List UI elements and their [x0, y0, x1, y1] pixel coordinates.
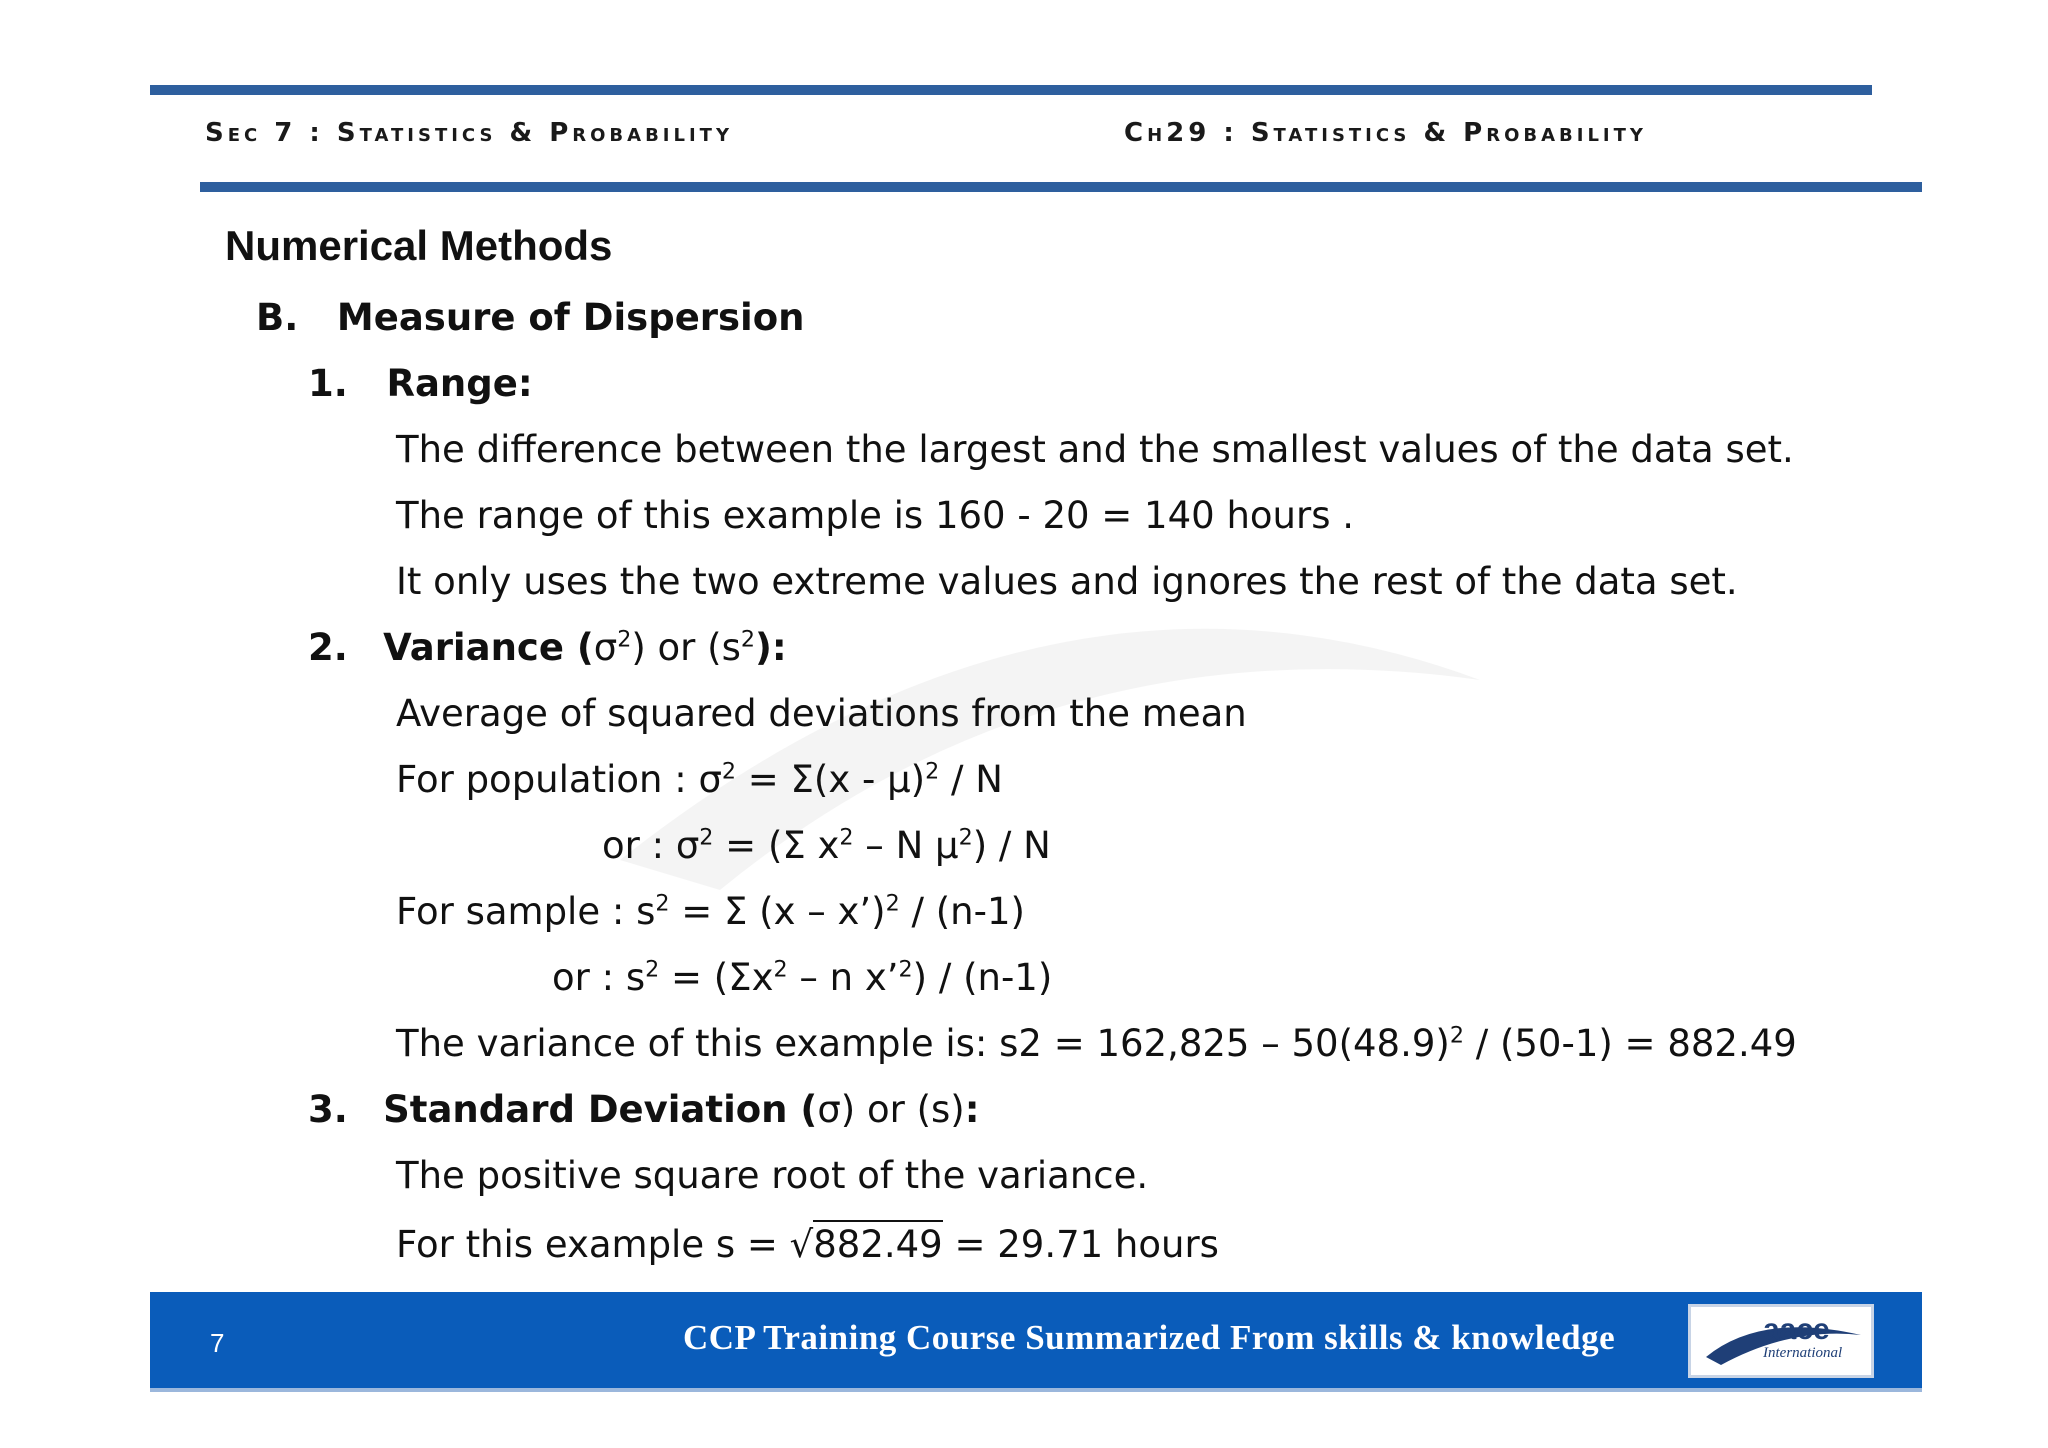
- range-number: 1.: [308, 362, 348, 405]
- variance-heading: [308, 626, 787, 669]
- header-chapter-label: Ch29 : Statistics & Probability: [1124, 118, 1647, 148]
- superscript: 2: [839, 824, 854, 851]
- formula-part: or : σ: [602, 824, 700, 867]
- formula-part: For sample : s: [396, 890, 656, 933]
- formula-part: – n x’: [787, 956, 899, 999]
- range-line-2: The range of this example is 160 - 20 = 140 hours .: [396, 494, 1354, 537]
- stddev-number: 3.: [308, 1088, 348, 1131]
- s-symbol: s: [721, 626, 741, 669]
- sigma-symbol: σ: [593, 626, 618, 669]
- range-line-1: The difference between the largest and the smallest values of the data set.: [396, 428, 1794, 471]
- formula-part: / N: [939, 758, 1003, 801]
- section-heading: [256, 296, 805, 339]
- footer-text: CCP Training Course Summarized From skills & knowledge: [683, 1318, 1616, 1357]
- formula-part: = Σ (x – x’): [669, 890, 886, 933]
- variance-example: [396, 1022, 1797, 1065]
- section-label: Measure of Dispersion: [336, 296, 805, 339]
- range-title: Range:: [386, 362, 533, 405]
- formula-part: ) / (n-1): [912, 956, 1053, 999]
- logo-sub-text: International: [1763, 1345, 1843, 1361]
- superscript: 2: [740, 626, 755, 653]
- sample-formula: [396, 890, 1025, 933]
- superscript: 2: [885, 890, 900, 917]
- variance-mid: ) or (: [631, 626, 722, 669]
- formula-part: ) / N: [972, 824, 1051, 867]
- superscript: 2: [699, 824, 714, 851]
- sample-formula-alt: [552, 956, 1052, 999]
- header-bottom-rule: [200, 182, 1922, 192]
- range-heading: [308, 362, 533, 405]
- formula-part: = (Σ x: [713, 824, 840, 867]
- aace-logo: [1688, 1304, 1874, 1378]
- variance-definition: Average of squared deviations from the mean: [396, 692, 1247, 735]
- formula-part: / (50-1) = 882.49: [1463, 1022, 1797, 1065]
- superscript: 2: [898, 956, 913, 983]
- sqrt-radicand: 882.49: [813, 1220, 942, 1266]
- formula-part: For this example s = √: [396, 1223, 814, 1266]
- sigma-symbol: σ: [817, 1088, 841, 1131]
- variance-title: Variance (: [383, 626, 594, 669]
- page-number: 7: [210, 1328, 225, 1358]
- formula-part: The variance of this example is: s2 = 162,825 – 50(48.9): [396, 1022, 1450, 1065]
- header-section-label: Sec 7 : Statistics & Probability: [205, 118, 733, 148]
- section-letter: B.: [256, 296, 299, 339]
- variance-end: ):: [754, 626, 787, 669]
- stddev-title: Standard Deviation (: [383, 1088, 818, 1131]
- logo-main-text: aace: [1763, 1313, 1830, 1346]
- formula-part: = 29.71 hours: [942, 1223, 1219, 1266]
- formula-part: = Σ(x - μ): [736, 758, 926, 801]
- formula-part: / (n-1): [899, 890, 1025, 933]
- superscript: 2: [655, 890, 670, 917]
- stddev-end: :: [964, 1088, 980, 1131]
- footer-shadow: [150, 1388, 1922, 1392]
- stddev-example: [396, 1220, 1219, 1266]
- superscript: 2: [1449, 1022, 1464, 1049]
- header-top-rule: [150, 85, 1872, 95]
- population-formula: [396, 758, 1003, 801]
- superscript: 2: [773, 956, 788, 983]
- superscript: 2: [925, 758, 940, 785]
- stddev-mid: ) or (s): [840, 1088, 965, 1131]
- range-line-3: It only uses the two extreme values and ignores the rest of the data set.: [396, 560, 1738, 603]
- superscript: 2: [645, 956, 660, 983]
- population-formula-alt: [602, 824, 1051, 867]
- stddev-definition: The positive square root of the variance.: [396, 1154, 1149, 1197]
- formula-part: For population : σ: [396, 758, 722, 801]
- variance-number: 2.: [308, 626, 348, 669]
- formula-part: or : s: [552, 956, 646, 999]
- superscript: 2: [721, 758, 737, 785]
- superscript: 2: [958, 824, 973, 851]
- stddev-heading: [308, 1088, 980, 1131]
- formula-part: = (Σx: [659, 956, 774, 999]
- superscript: 2: [617, 626, 632, 653]
- slide-title: Numerical Methods: [225, 222, 613, 269]
- formula-part: – N μ: [853, 824, 959, 867]
